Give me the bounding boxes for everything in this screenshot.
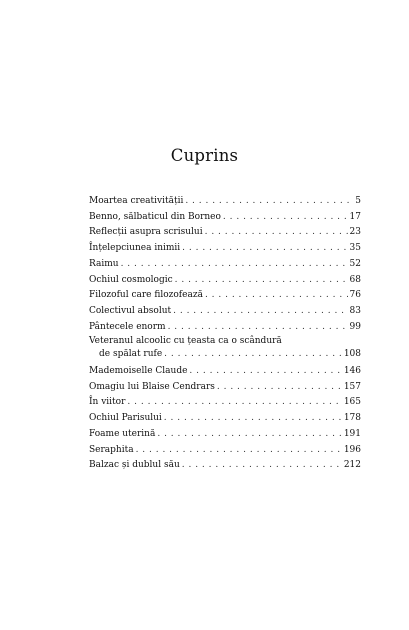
dot-leader	[175, 273, 348, 289]
toc-entry-title-line2: de spălat rufe	[99, 349, 163, 360]
toc-entry-title: Benno, sălbaticul din Borneo	[89, 211, 221, 222]
dot-leader	[164, 348, 342, 361]
toc-entry-page: 196	[343, 444, 361, 455]
dot-leader	[205, 288, 348, 304]
toc-entry	[89, 304, 361, 320]
toc-entry	[89, 395, 361, 411]
toc-entry-page: 83	[349, 305, 361, 316]
toc-entry-title: Foame uterină	[89, 428, 156, 439]
toc-entry-page: 108	[343, 349, 361, 360]
toc-entry-title: În viitor	[89, 397, 126, 408]
toc-entry	[89, 380, 361, 396]
toc-entry-page: 191	[343, 428, 361, 439]
toc-entry-page: 157	[343, 381, 361, 392]
toc-entry-title: Colectivul absolut	[89, 305, 172, 316]
dot-leader	[121, 257, 348, 273]
dot-leader	[157, 427, 341, 443]
page-title: Cuprins	[170, 146, 239, 165]
toc-entry-page: 212	[343, 460, 361, 471]
toc-entry-title: Reflecții asupra scrisului	[89, 227, 203, 238]
toc-entry-title: Seraphita	[89, 444, 134, 455]
toc-entry-title: Moartea creativității	[89, 196, 184, 206]
toc-entry-multiline	[89, 335, 361, 361]
toc-entry-title: Ochiul cosmologic	[89, 274, 173, 285]
dot-leader	[217, 380, 342, 396]
toc-entry-page: 99	[349, 321, 361, 332]
toc-entry-title: Balzac și dublul său	[89, 460, 180, 471]
toc-entry	[89, 443, 361, 459]
toc-entry-title: Filozoful care filozofează	[89, 290, 203, 301]
dot-leader	[173, 304, 347, 320]
dot-leader	[164, 411, 342, 427]
toc-entry-title: Pântecele enorm	[89, 321, 166, 332]
toc-entry	[89, 320, 361, 336]
toc-entry-page: 165	[343, 397, 361, 408]
toc-entry	[89, 364, 361, 380]
toc-entry-title: Înțelepciunea inimii	[89, 243, 181, 254]
toc-entry-title: Omagiu lui Blaise Cendrars	[89, 381, 215, 392]
toc-entry-title: Mademoiselle Claude	[89, 366, 188, 377]
dot-leader	[127, 395, 341, 411]
dot-leader	[205, 225, 348, 241]
toc-entry	[89, 210, 361, 226]
dot-leader	[182, 458, 342, 474]
toc-entry-continuation	[89, 348, 361, 361]
toc-entry	[89, 241, 361, 257]
dot-leader	[223, 210, 348, 226]
dot-leader	[189, 364, 341, 380]
dot-leader	[185, 194, 353, 210]
toc-entry	[89, 257, 361, 273]
toc-entry-page: 76	[349, 290, 361, 301]
toc-entry-page: 23	[349, 227, 361, 238]
table-of-contents	[89, 194, 361, 474]
toc-entry-page: 5	[355, 196, 361, 206]
dot-leader	[182, 241, 347, 257]
dot-leader	[168, 320, 348, 336]
toc-entry	[89, 427, 361, 443]
toc-entry	[89, 225, 361, 241]
toc-entry	[89, 194, 361, 210]
toc-entry-page: 68	[349, 274, 361, 285]
toc-entry-page: 146	[343, 366, 361, 377]
toc-entry	[89, 411, 361, 427]
dot-leader	[136, 443, 342, 459]
toc-entry	[89, 273, 361, 289]
toc-entry-page: 52	[349, 258, 361, 269]
toc-entry-title-line1: Veteranul alcoolic cu țeasta ca o scândură	[89, 336, 282, 347]
toc-entry-title: Ochiul Parisului	[89, 413, 162, 424]
toc-entry-page: 35	[349, 243, 361, 254]
toc-entry-page: 17	[349, 211, 361, 222]
toc-entry-page: 178	[343, 413, 361, 424]
toc-entry	[89, 458, 361, 474]
toc-entry	[89, 288, 361, 304]
toc-entry-title: Raimu	[89, 258, 119, 269]
